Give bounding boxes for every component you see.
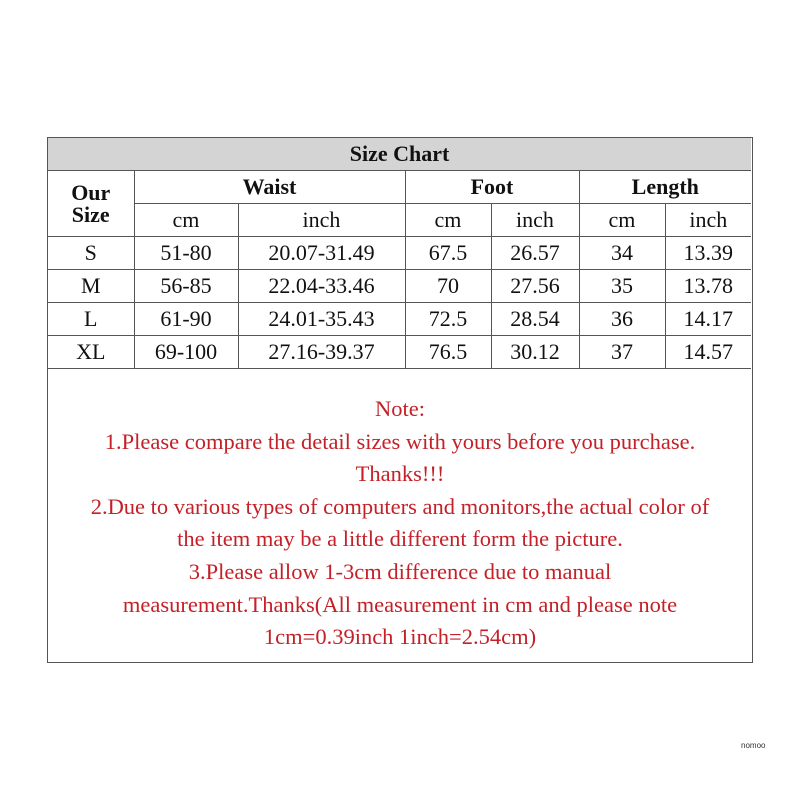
table-cell: 56-85 <box>134 270 238 303</box>
note-line: 3.Please allow 1-3cm difference due to manual <box>188 558 612 584</box>
table-cell: 35 <box>579 270 665 303</box>
table-cell: 34 <box>579 237 665 270</box>
size-chart-table <box>48 138 751 369</box>
note-line: measurement.Thanks(All measurement in cm and please note <box>122 591 678 617</box>
unit-header: cm <box>579 204 665 237</box>
note-line: the item may be a little different form the picture. <box>177 526 623 552</box>
unit-header: inch <box>491 204 579 237</box>
table-cell: 36 <box>579 303 665 336</box>
table-cell: 27.56 <box>491 270 579 303</box>
note-heading: Note: <box>375 396 425 421</box>
table-cell: 61-90 <box>134 303 238 336</box>
size-cell: S <box>48 237 134 270</box>
unit-header: inch <box>238 204 405 237</box>
group-header-length: Length <box>579 171 751 204</box>
table-cell: 51-80 <box>134 237 238 270</box>
watermark: nomoo <box>741 741 766 750</box>
table-cell: 20.07-31.49 <box>238 237 405 270</box>
unit-header: inch <box>665 204 751 237</box>
table-cell: 13.39 <box>665 237 751 270</box>
table-cell: 30.12 <box>491 336 579 369</box>
table-title: Size Chart <box>48 138 751 171</box>
table-cell: 37 <box>579 336 665 369</box>
size-cell: XL <box>48 336 134 369</box>
table-row <box>48 270 751 303</box>
notes-block <box>48 393 752 654</box>
size-cell: M <box>48 270 134 303</box>
table-row <box>48 303 751 336</box>
our-size-label-line1: Our <box>71 179 111 205</box>
table-cell: 76.5 <box>405 336 491 369</box>
note-line: Thanks!!! <box>355 461 445 487</box>
note-line: 1cm=0.39inch 1inch=2.54cm) <box>263 624 537 650</box>
table-cell: 70 <box>405 270 491 303</box>
table-row <box>48 336 751 369</box>
group-header-waist: Waist <box>134 171 405 204</box>
unit-header: cm <box>405 204 491 237</box>
table-row <box>48 237 751 270</box>
size-chart-card <box>47 137 753 663</box>
table-cell: 27.16-39.37 <box>238 336 405 369</box>
size-cell: L <box>48 303 134 336</box>
note-line: 2.Due to various types of computers and monitors,the actual color of <box>90 493 710 519</box>
table-cell: 69-100 <box>134 336 238 369</box>
table-cell: 24.01-35.43 <box>238 303 405 336</box>
table-cell: 22.04-33.46 <box>238 270 405 303</box>
table-cell: 72.5 <box>405 303 491 336</box>
table-cell: 28.54 <box>491 303 579 336</box>
table-cell: 14.17 <box>665 303 751 336</box>
table-cell: 14.57 <box>665 336 751 369</box>
group-header-foot: Foot <box>405 171 579 204</box>
table-cell: 26.57 <box>491 237 579 270</box>
table-cell: 13.78 <box>665 270 751 303</box>
our-size-label-line2: Size <box>71 201 110 227</box>
note-line: 1.Please compare the detail sizes with yours before you purchase. <box>104 428 696 454</box>
unit-header: cm <box>134 204 238 237</box>
our-size-header <box>48 171 134 237</box>
table-cell: 67.5 <box>405 237 491 270</box>
